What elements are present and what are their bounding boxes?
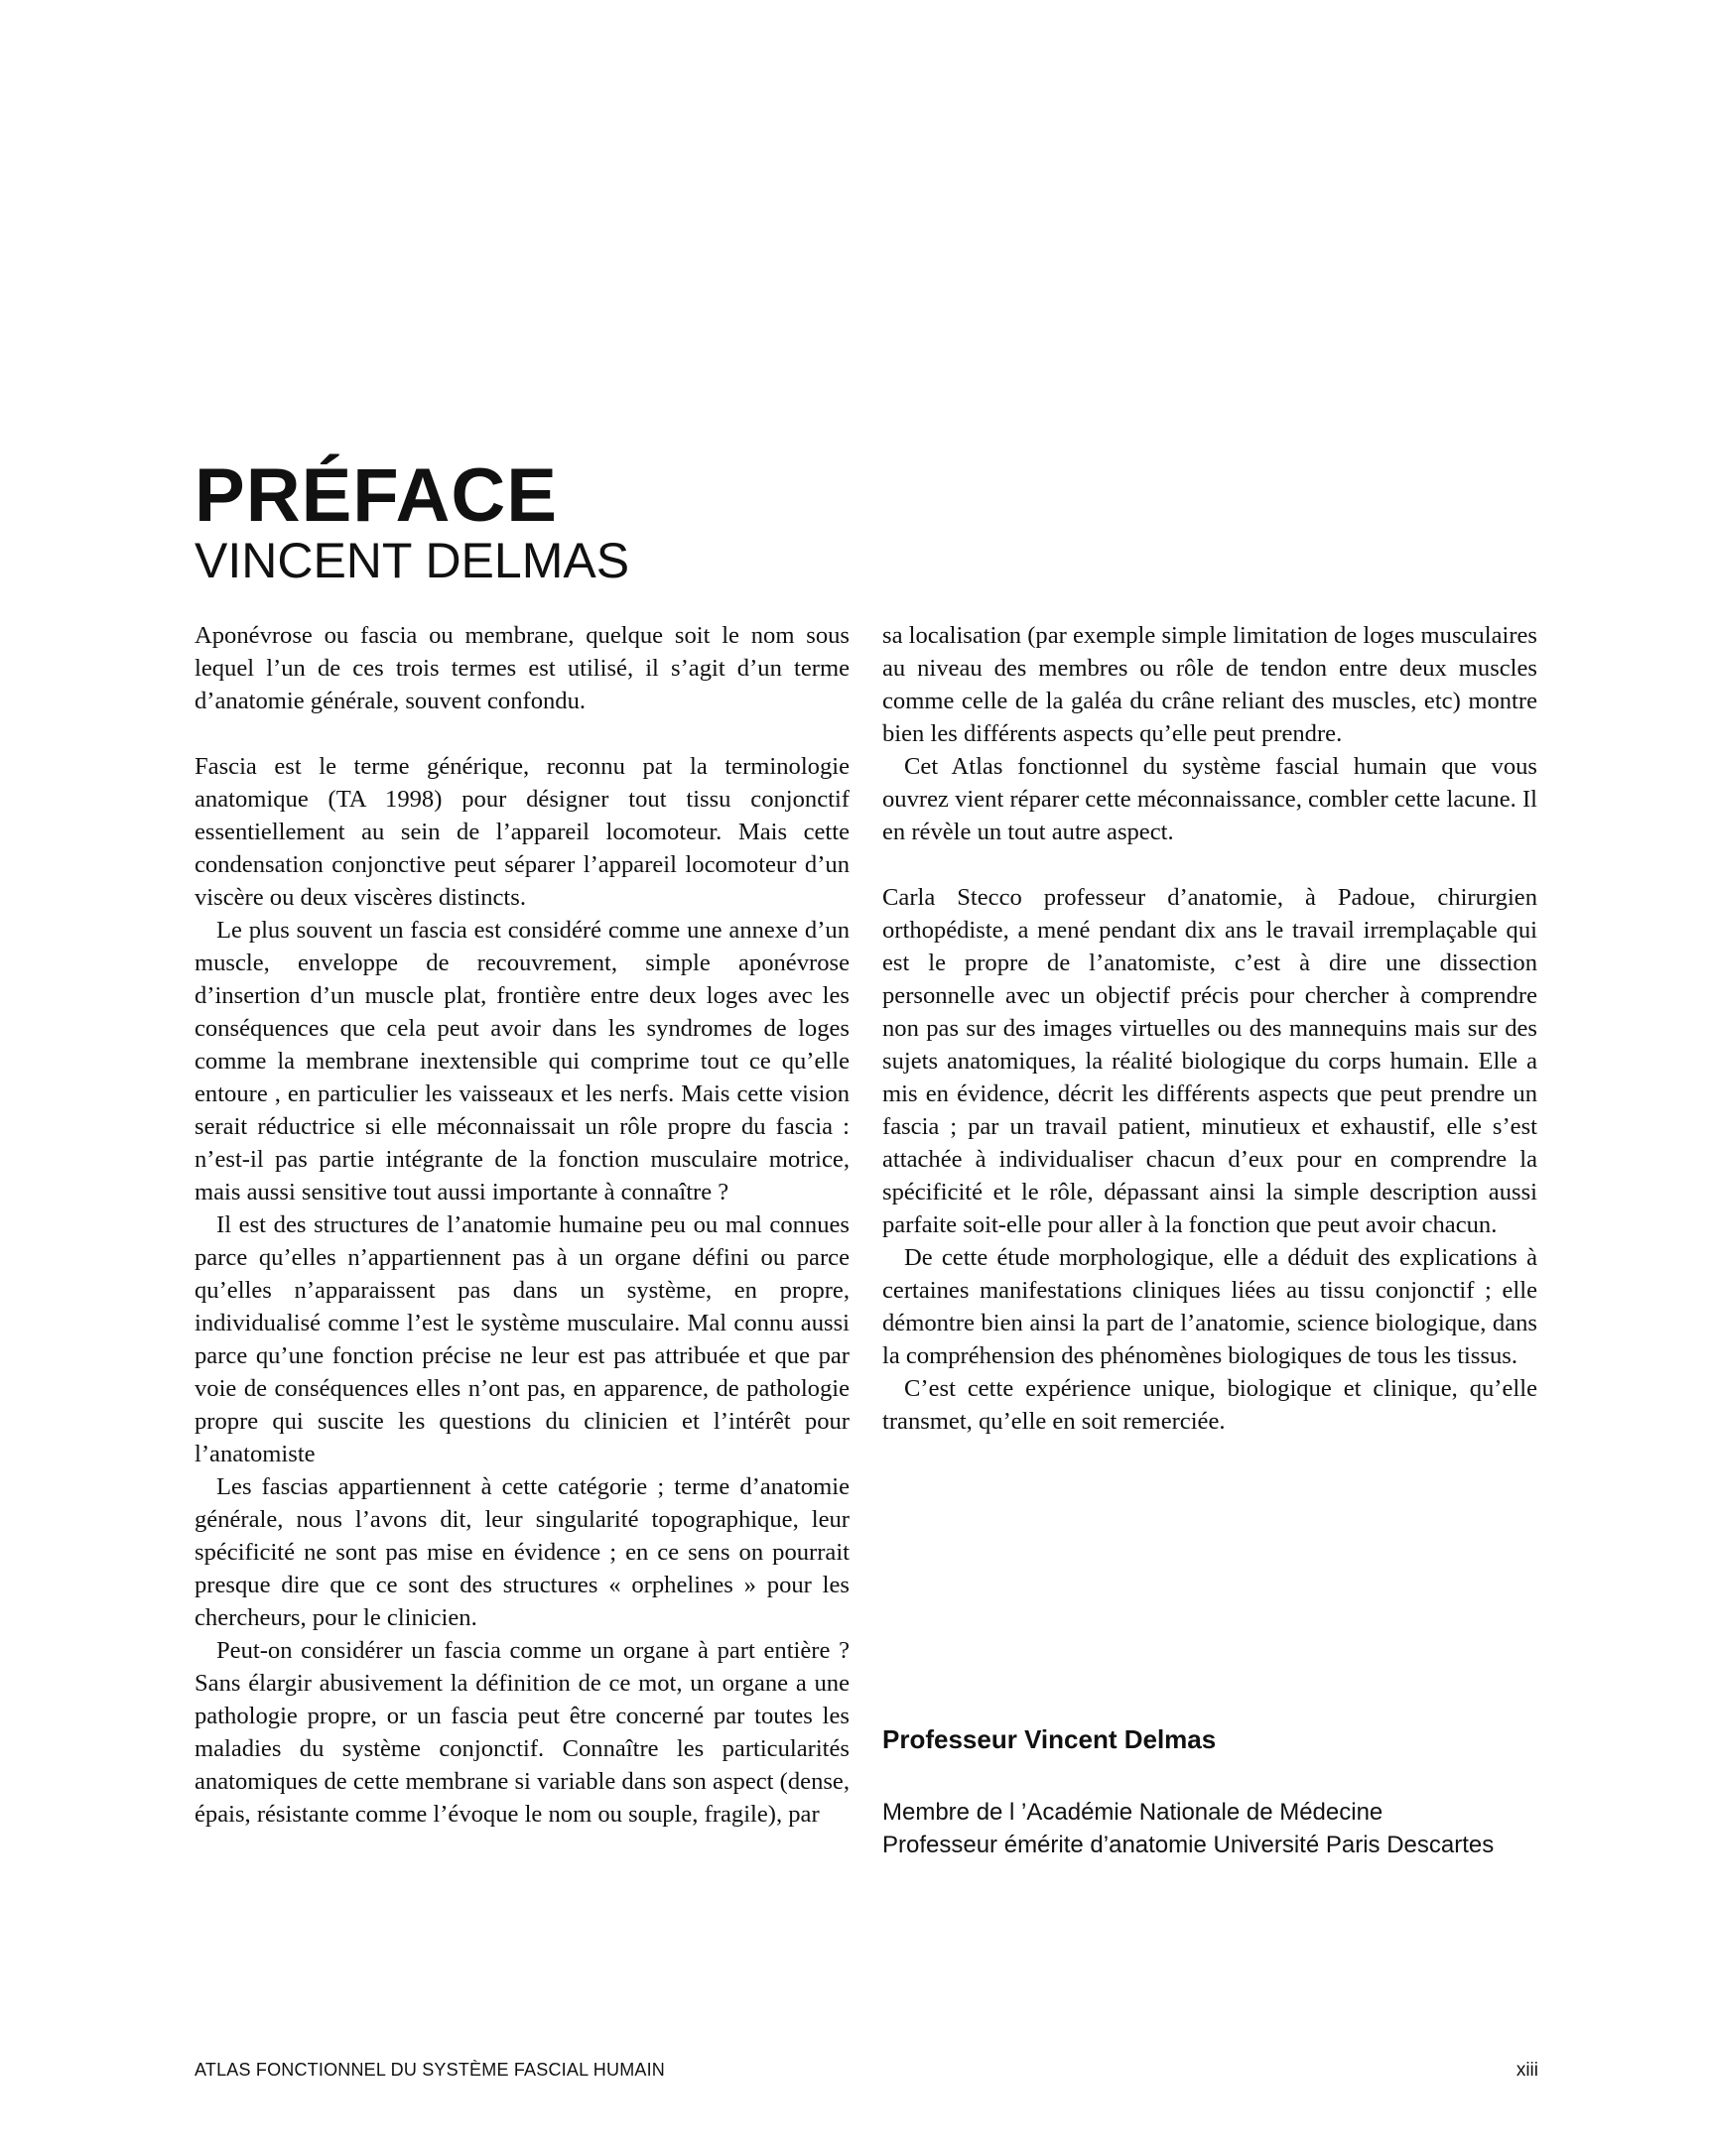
affiliation-line: Professeur émérite d’anatomie Université Paris Descartes — [882, 1832, 1495, 1858]
paragraph: Fascia est le terme générique, reconnu pat la terminologie anatomique (TA 1998) pour désigner tout tissu conjonctif essentiellement au sein de l’appareil locomoteur. Mais cette condensation conjonctive peut séparer l’appareil locomoteur d’un viscère ou deux viscères distincts. — [195, 753, 850, 911]
footer-book-title: ATLAS FONCTIONNEL DU SYSTÈME FASCIAL HUMAIN — [195, 2060, 666, 2080]
paragraph: Les fascias appartiennent à cette catégorie ; terme d’anatomie générale, nous l’avons dit, leur singularité topographique, leur spécificité ne sont pas mise en évidence ; en ce sens on pourrait presque dire que ce sont des structures « orphelines » pour les chercheurs, pour le clinicien. — [195, 1473, 850, 1631]
page-number: xiii — [1515, 2060, 1538, 2081]
left-text-column — [195, 619, 850, 1831]
paragraph: Cet Atlas fonctionnel du système fascial humain que vous ouvrez vient réparer cette méconnaissance, combler cette lacune. Il en révèle un tout autre aspect. — [882, 753, 1537, 845]
paragraph: sa localisation (par exemple simple limitation de loges musculaires au niveau des membres ou rôle de tendon entre deux muscles comme celle de la galéa du crâne reliant des muscles, etc) montre bien les différents aspects qu’elle peut prendre. — [882, 622, 1537, 747]
paragraph: Peut-on considérer un fascia comme un organe à part entière ? Sans élargir abusivement la définition de ce mot, un organe a une pathologie propre, or un fascia peut être concerné par toutes les maladies du système conjonctif. Connaître les particularités anatomiques de cette membrane si variable dans son aspect (dense, épais, résistante comme l’évoque le nom ou souple, fragile), par — [195, 1637, 850, 1828]
author-subtitle: VINCENT DELMAS — [195, 533, 630, 588]
affiliation-line: Membre de l ’Académie Nationale de Médecine — [882, 1799, 1383, 1826]
signature-name: Professeur Vincent Delmas — [882, 1724, 1217, 1754]
paragraph: Il est des structures de l’anatomie humaine peu ou mal connues parce qu’elles n’appartiennent pas à un organe défini ou parce qu’elles n’apparaissent pas dans un système, en propre, individualisé comme l’est le système musculaire. Mal connu aussi parce qu’une fonction précise ne leur est pas attribuée et que par voie de conséquences elles n’ont pas, en apparence, de pathologie propre qui suscite les questions du clinicien et l’intérêt pour l’anatomiste — [195, 1211, 850, 1467]
paragraph: Carla Stecco professeur d’anatomie, à Padoue, chirurgien orthopédiste, a mené pendant dix ans le travail irremplaçable qui est le propre de l’anatomiste, c’est à dire une dissection personnelle avec un objectif précis pour chercher à comprendre non pas sur des images virtuelles ou des mannequins mais sur des sujets anatomiques, la réalité biologique du corps humain. Elle a mis en évidence, décrit les différents aspects que peut prendre un fascia ; par un travail patient, minutieux et exhaustif, elle s’est attachée à individualiser chacun d’eux pour en comprendre la spécificité et le rôle, dépassant ainsi la simple description aussi parfaite soit-elle pour aller à la fonction que peut avoir chacun. — [882, 884, 1537, 1238]
paragraph: C’est cette expérience unique, biologique et clinique, qu’elle transmet, qu’elle en soit remerciée. — [882, 1375, 1537, 1435]
page-title: PRÉFACE — [195, 453, 558, 538]
signature-affiliation — [882, 1796, 1494, 1861]
right-text-column — [882, 619, 1537, 1438]
paragraph: Le plus souvent un fascia est considéré comme une annexe d’un muscle, enveloppe de recouvrement, simple aponévrose d’insertion d’un muscle plat, frontière entre deux loges avec les conséquences que cela peut avoir dans les syndromes de loges comme la membrane inextensible qui comprime tout ce qu’elle entoure , en particulier les vaisseaux et les nerfs. Mais cette vision serait réductrice si elle méconnaissait un rôle propre du fascia : n’est-il pas partie intégrante de la fonction musculaire motrice, mais aussi sensitive tout aussi importante à connaître ? — [195, 917, 850, 1205]
paragraph: Aponévrose ou fascia ou membrane, quelque soit le nom sous lequel l’un de ces trois termes est utilisé, il s’agit d’un terme d’anatomie générale, souvent confondu. — [195, 622, 850, 714]
paragraph: De cette étude morphologique, elle a déduit des explications à certaines manifestations cliniques liées au tissu conjonctif ; elle démontre bien ainsi la part de l’anatomie, science biologique, dans la compréhension des phénomènes biologiques de tous les tissus. — [882, 1244, 1537, 1369]
